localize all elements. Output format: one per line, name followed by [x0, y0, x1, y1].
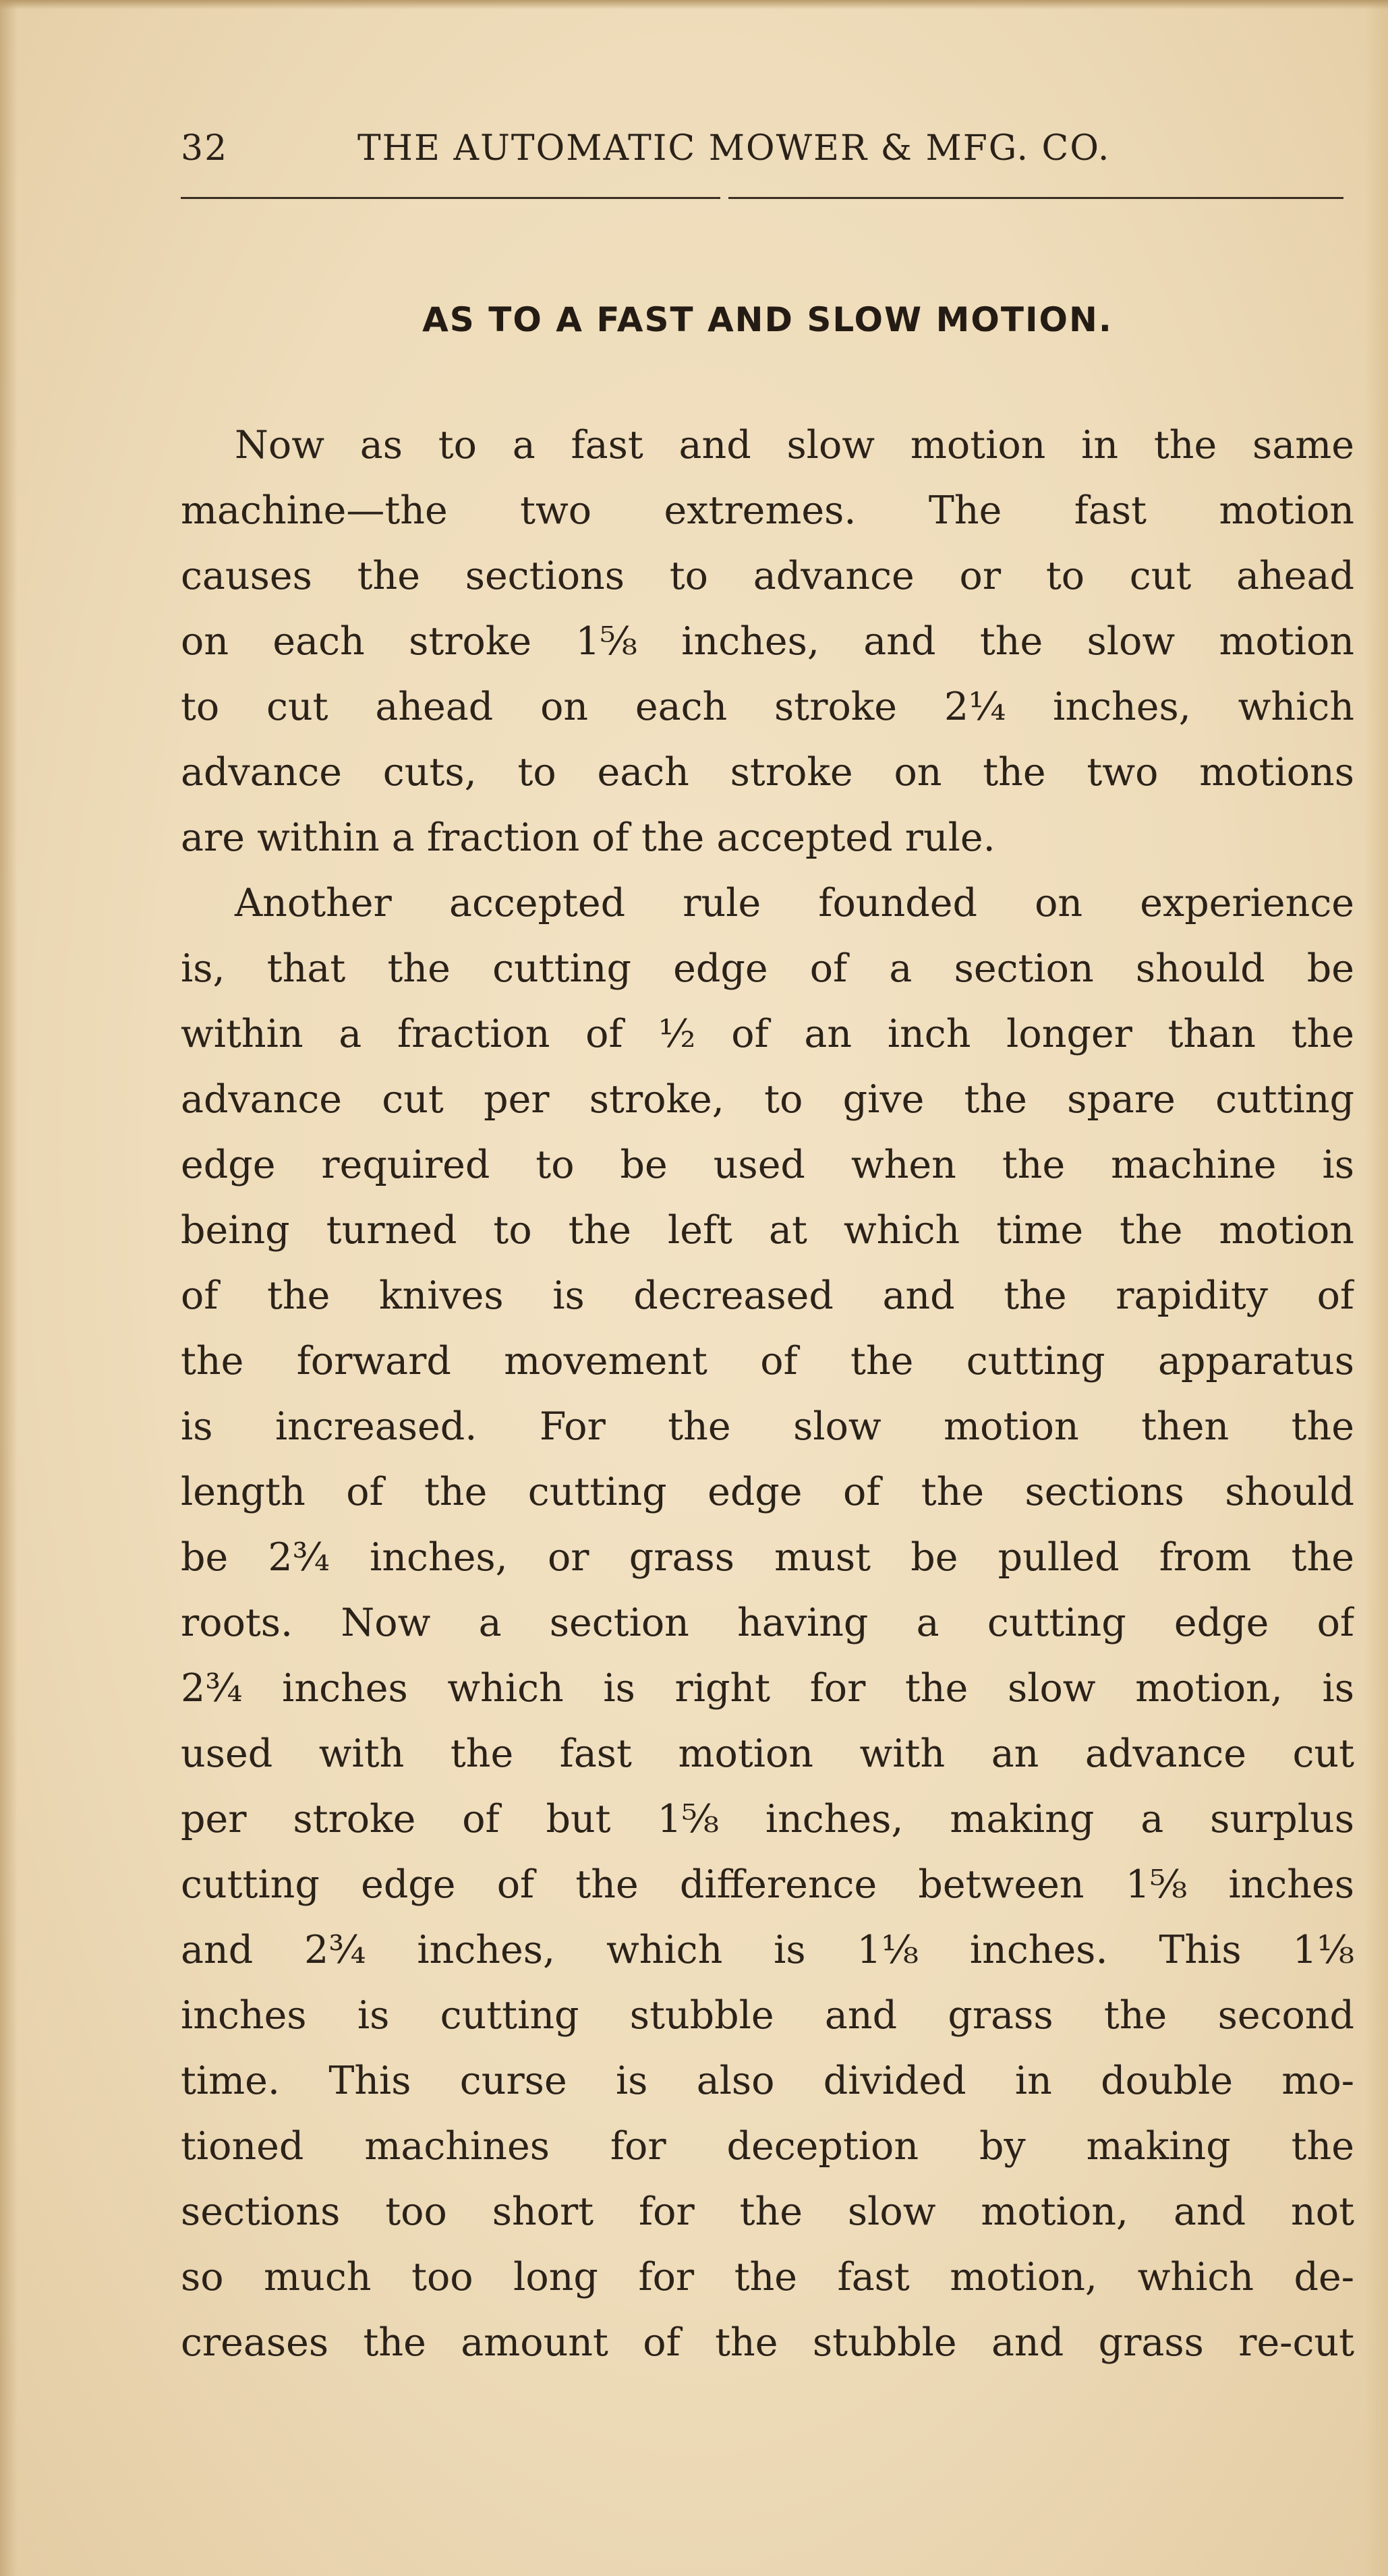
text-line: used with the fast motion with an advance cut [181, 1731, 1354, 1776]
text-line: to cut ahead on each stroke 2¼ inches, which [181, 685, 1354, 729]
page-edge-right [1365, 0, 1388, 2576]
text-line: tioned machines for deception by making the [181, 2124, 1354, 2169]
running-title: THE AUTOMATIC MOWER & MFG. CO. [357, 128, 1111, 169]
text-line: are within a fraction of the accepted rule. [181, 815, 995, 860]
text-line: per stroke of but 1⅝ inches, making a surplus [181, 1797, 1354, 1841]
text-line: being turned to the left at which time the motion [181, 1208, 1354, 1253]
text-line: Another accepted rule founded on experience [235, 881, 1354, 925]
text-line: 2¾ inches which is right for the slow motion, is [181, 1666, 1354, 1711]
text-line: edge required to be used when the machine is [181, 1143, 1354, 1187]
text-line: causes the sections to advance or to cut ahead [181, 554, 1354, 598]
section-heading: AS TO A FAST AND SLOW MOTION. [422, 300, 1113, 339]
running-header [181, 128, 1354, 182]
text-line: inches is cutting stubble and grass the second [181, 1993, 1354, 2038]
text-line: creases the amount of the stubble and grass re-cut [181, 2320, 1354, 2365]
text-line: on each stroke 1⅝ inches, and the slow motion [181, 619, 1354, 664]
body-text [181, 413, 1354, 2376]
text-line: within a fraction of ½ of an inch longer than the [181, 1012, 1354, 1056]
text-line: Now as to a fast and slow motion in the same [235, 423, 1354, 467]
text-line: and 2¾ inches, which is 1⅛ inches. This 1⅛ [181, 1928, 1354, 1972]
text-line: time. This curse is also divided in double mo- [181, 2059, 1354, 2103]
text-line: of the knives is decreased and the rapidity of [181, 1273, 1354, 1318]
text-line: the forward movement of the cutting apparatus [181, 1339, 1354, 1383]
header-rule-right [728, 197, 1343, 199]
text-line: machine—the two extremes. The fast motion [181, 488, 1354, 533]
text-line: is, that the cutting edge of a section should be [181, 946, 1354, 991]
text-line: be 2¾ inches, or grass must be pulled from the [181, 1535, 1354, 1580]
header-rule-left [181, 197, 720, 199]
text-line: sections too short for the slow motion, and not [181, 2189, 1354, 2234]
text-line: roots. Now a section having a cutting edge of [181, 1601, 1354, 1645]
text-line: advance cuts, to each stroke on the two motions [181, 750, 1354, 795]
page-number: 32 [181, 128, 229, 169]
text-line: is increased. For the slow motion then the [181, 1404, 1354, 1449]
page-edge-left [0, 0, 18, 2576]
text-line: advance cut per stroke, to give the spare cutting [181, 1077, 1354, 1122]
page-edge-top [0, 0, 1388, 9]
text-line: length of the cutting edge of the sections should [181, 1470, 1354, 1514]
text-line: cutting edge of the difference between 1⅝ inches [181, 1862, 1354, 1907]
text-line: so much too long for the fast motion, which de- [181, 2255, 1354, 2299]
